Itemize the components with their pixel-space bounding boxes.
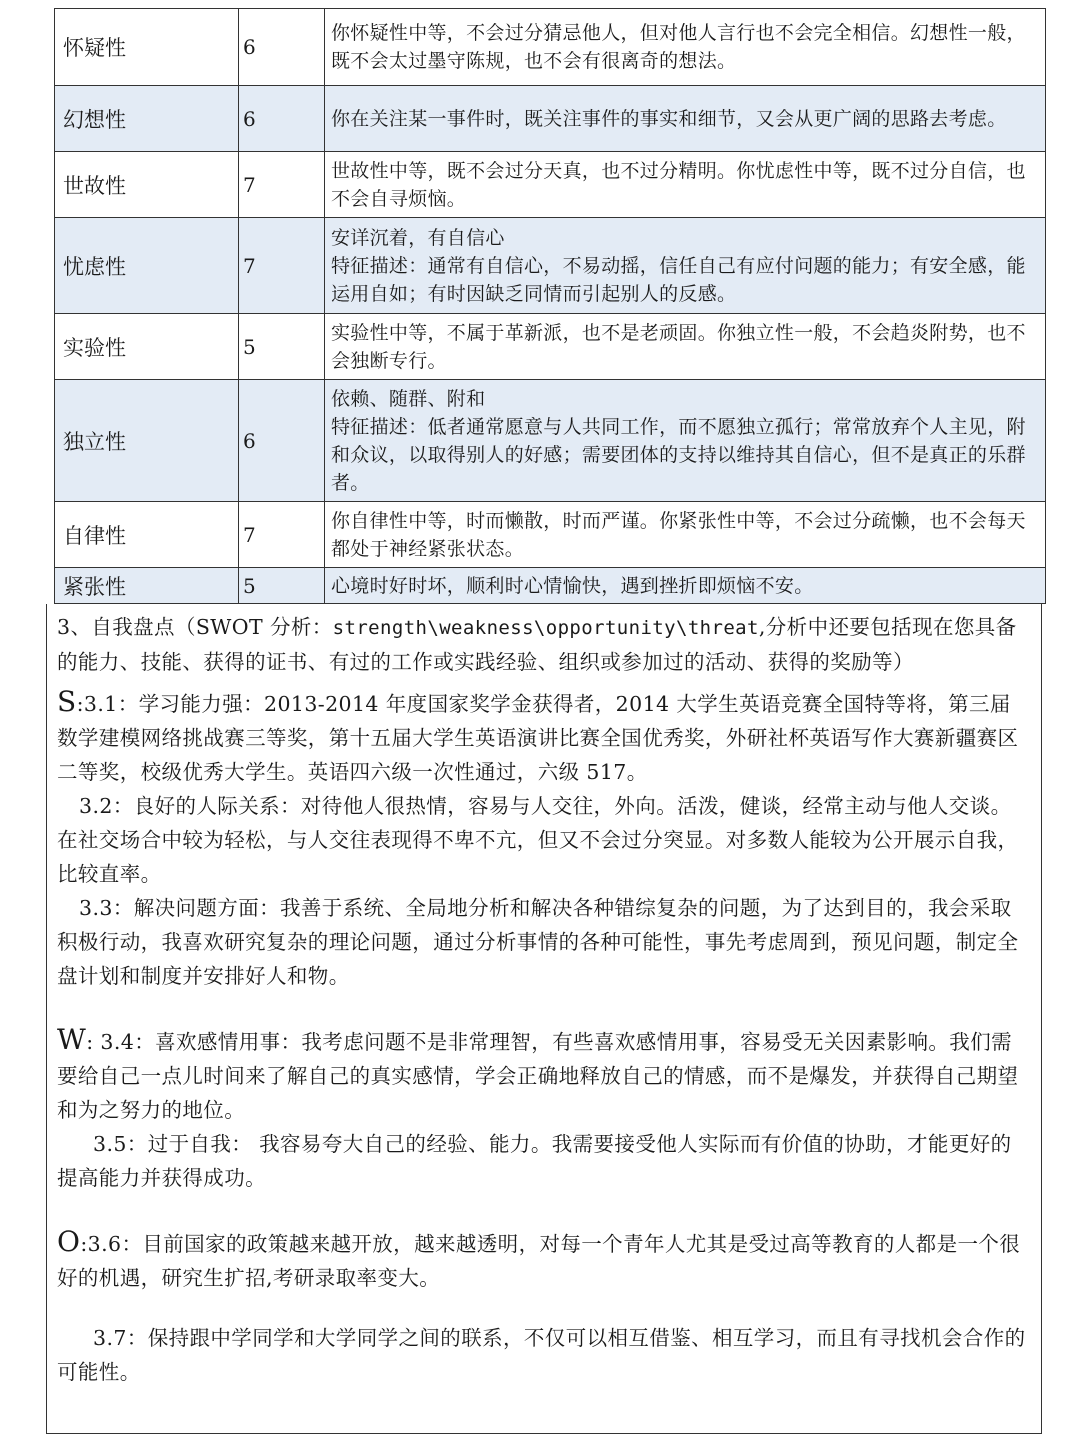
- trait-row: [55, 380, 1046, 502]
- trait-description-line: 你自律性中等，时而懒散，时而严谨。你紧张性中等，不会过分疏懒，也不会每天都处于神经紧张状态。: [331, 509, 1026, 560]
- trait-description-line: 世故性中等，既不会过分天真，也不过分精明。你忧虑性中等，既不过分自信，也不会自寻烦恼。: [331, 159, 1026, 210]
- trait-description-line: 特征描述：低者通常愿意与人共同工作，而不愿独立孤行；常常放弃个人主见，附和众议，以取得别人的好感；需要团体的支持以维持其自信心，但不是真正的乐群者。: [331, 415, 1026, 494]
- trait-name: 世故性: [55, 152, 239, 218]
- personality-trait-table: [54, 8, 1046, 604]
- trait-score: 7: [239, 502, 325, 568]
- trait-score: 6: [239, 9, 325, 86]
- trait-score: 6: [239, 380, 325, 502]
- trait-score: 6: [239, 86, 325, 152]
- trait-description: [325, 314, 1046, 380]
- trait-description-line: 你在关注某一事件时，既关注事件的事实和细节，又会从更广阔的思路去考虑。: [331, 107, 1007, 130]
- trait-description: [325, 9, 1046, 86]
- trait-score: 5: [239, 568, 325, 604]
- strength-letter: S: [57, 685, 77, 718]
- trait-description: [325, 380, 1046, 502]
- trait-description-line: 安详沉着，有自信心: [331, 226, 505, 249]
- trait-row: [55, 218, 1046, 314]
- opportunity-item-3-7: 3.7：保持跟中学同学和大学同学之间的联系，不仅可以相互借鉴、相互学习，而且有寻找机会合作的可能性。: [57, 1326, 1026, 1384]
- trait-description: [325, 502, 1046, 568]
- swot-section: [46, 604, 1042, 1434]
- trait-row: [55, 9, 1046, 86]
- trait-score: 5: [239, 314, 325, 380]
- weakness-item-3-5: 3.5：过于自我： 我容易夸大自己的经验、能力。我需要接受他人实际而有价值的协助，才能更好的提高能力并获得成功。: [57, 1132, 1012, 1190]
- trait-score: 7: [239, 218, 325, 314]
- weakness-item-3-4: W: 3.4：喜欢感情用事：我考虑问题不是非常理智，有些喜欢感情用事，容易受无关因素影响。我们需要给自己一点儿时间来了解自己的真实感情，学会正确地释放自己的情感，而不是爆发，并获得自己期望和为之努力的地位。: [57, 1023, 1019, 1122]
- trait-row: [55, 502, 1046, 568]
- strength-item-3-3: 3.3：解决问题方面：我善于系统、全局地分析和解决各种错综复杂的问题，为了达到目的，我会采取积极行动，我喜欢研究复杂的理论问题，通过分析事情的各种可能性，事先考虑周到，预见问题，制定全盘计划和制度并安排好人和物。: [57, 896, 1019, 988]
- trait-description: [325, 152, 1046, 218]
- trait-name: 自律性: [55, 502, 239, 568]
- trait-description-line: 特征描述：通常有自信心，不易动摇，信任自己有应付问题的能力；有安全感，能运用自如；有时因缺乏同情而引起别人的反感。: [331, 254, 1026, 305]
- weakness-letter: W: [57, 1023, 87, 1056]
- trait-description: [325, 568, 1046, 604]
- document-page: [46, 8, 1044, 1434]
- trait-row: [55, 152, 1046, 218]
- trait-description: [325, 218, 1046, 314]
- trait-description-line: 依赖、随群、附和: [331, 387, 486, 410]
- trait-name: 忧虑性: [55, 218, 239, 314]
- trait-description-line: 实验性中等，不属于革新派，也不是老顽固。你独立性一般，不会趋炎附势，也不会独断专行。: [331, 321, 1026, 372]
- trait-name: 紧张性: [55, 568, 239, 604]
- trait-row: [55, 568, 1046, 604]
- trait-description-line: 你怀疑性中等，不会过分猜忌他人，但对他人言行也不会完全相信。幻想性一般，既不会太过墨守陈规，也不会有很离奇的想法。: [331, 22, 1026, 72]
- trait-name: 实验性: [55, 314, 239, 380]
- trait-name: 独立性: [55, 380, 239, 502]
- swot-heading: 3、自我盘点（SWOT 分析：strength\weakness\opportunity\threat,分析中还要包括现在您具备的能力、技能、获得的证书、有过的工作或实践经验、组织或参加过的活动、获得的奖励等）: [57, 615, 1017, 674]
- strength-item-3-1: S:3.1：学习能力强：2013-2014 年度国家奖学金获得者，2014 大学生英语竞赛全国特等将，第三届数学建模网络挑战赛三等奖，第十五届大学生英语演讲比赛全国优秀奖，外研社杯英语写作大赛新疆赛区二等奖，校级优秀大学生。英语四六级一次性通过，六级 517。: [57, 685, 1019, 784]
- trait-row: [55, 314, 1046, 380]
- trait-score: 7: [239, 152, 325, 218]
- opportunity-item-3-6: O:3.6：目前国家的政策越来越开放，越来越透明，对每一个青年人尤其是受过高等教育的人都是一个很好的机遇，研究生扩招,考研录取率变大。: [57, 1225, 1021, 1290]
- opportunity-letter: O: [57, 1225, 81, 1258]
- strength-item-3-2: 3.2：良好的人际关系：对待他人很热情，容易与人交往，外向。活泼，健谈，经常主动与他人交谈。在社交场合中较为轻松，与人交往表现得不卑不亢，但又不会过分突显。对多数人能较为公开展示自我，比较直率。: [57, 794, 1019, 886]
- trait-name: 幻想性: [55, 86, 239, 152]
- trait-description-line: 心境时好时坏，顺利时心情愉快，遇到挫折即烦恼不安。: [331, 574, 814, 597]
- trait-name: 怀疑性: [55, 9, 239, 86]
- trait-description: [325, 86, 1046, 152]
- trait-row: [55, 86, 1046, 152]
